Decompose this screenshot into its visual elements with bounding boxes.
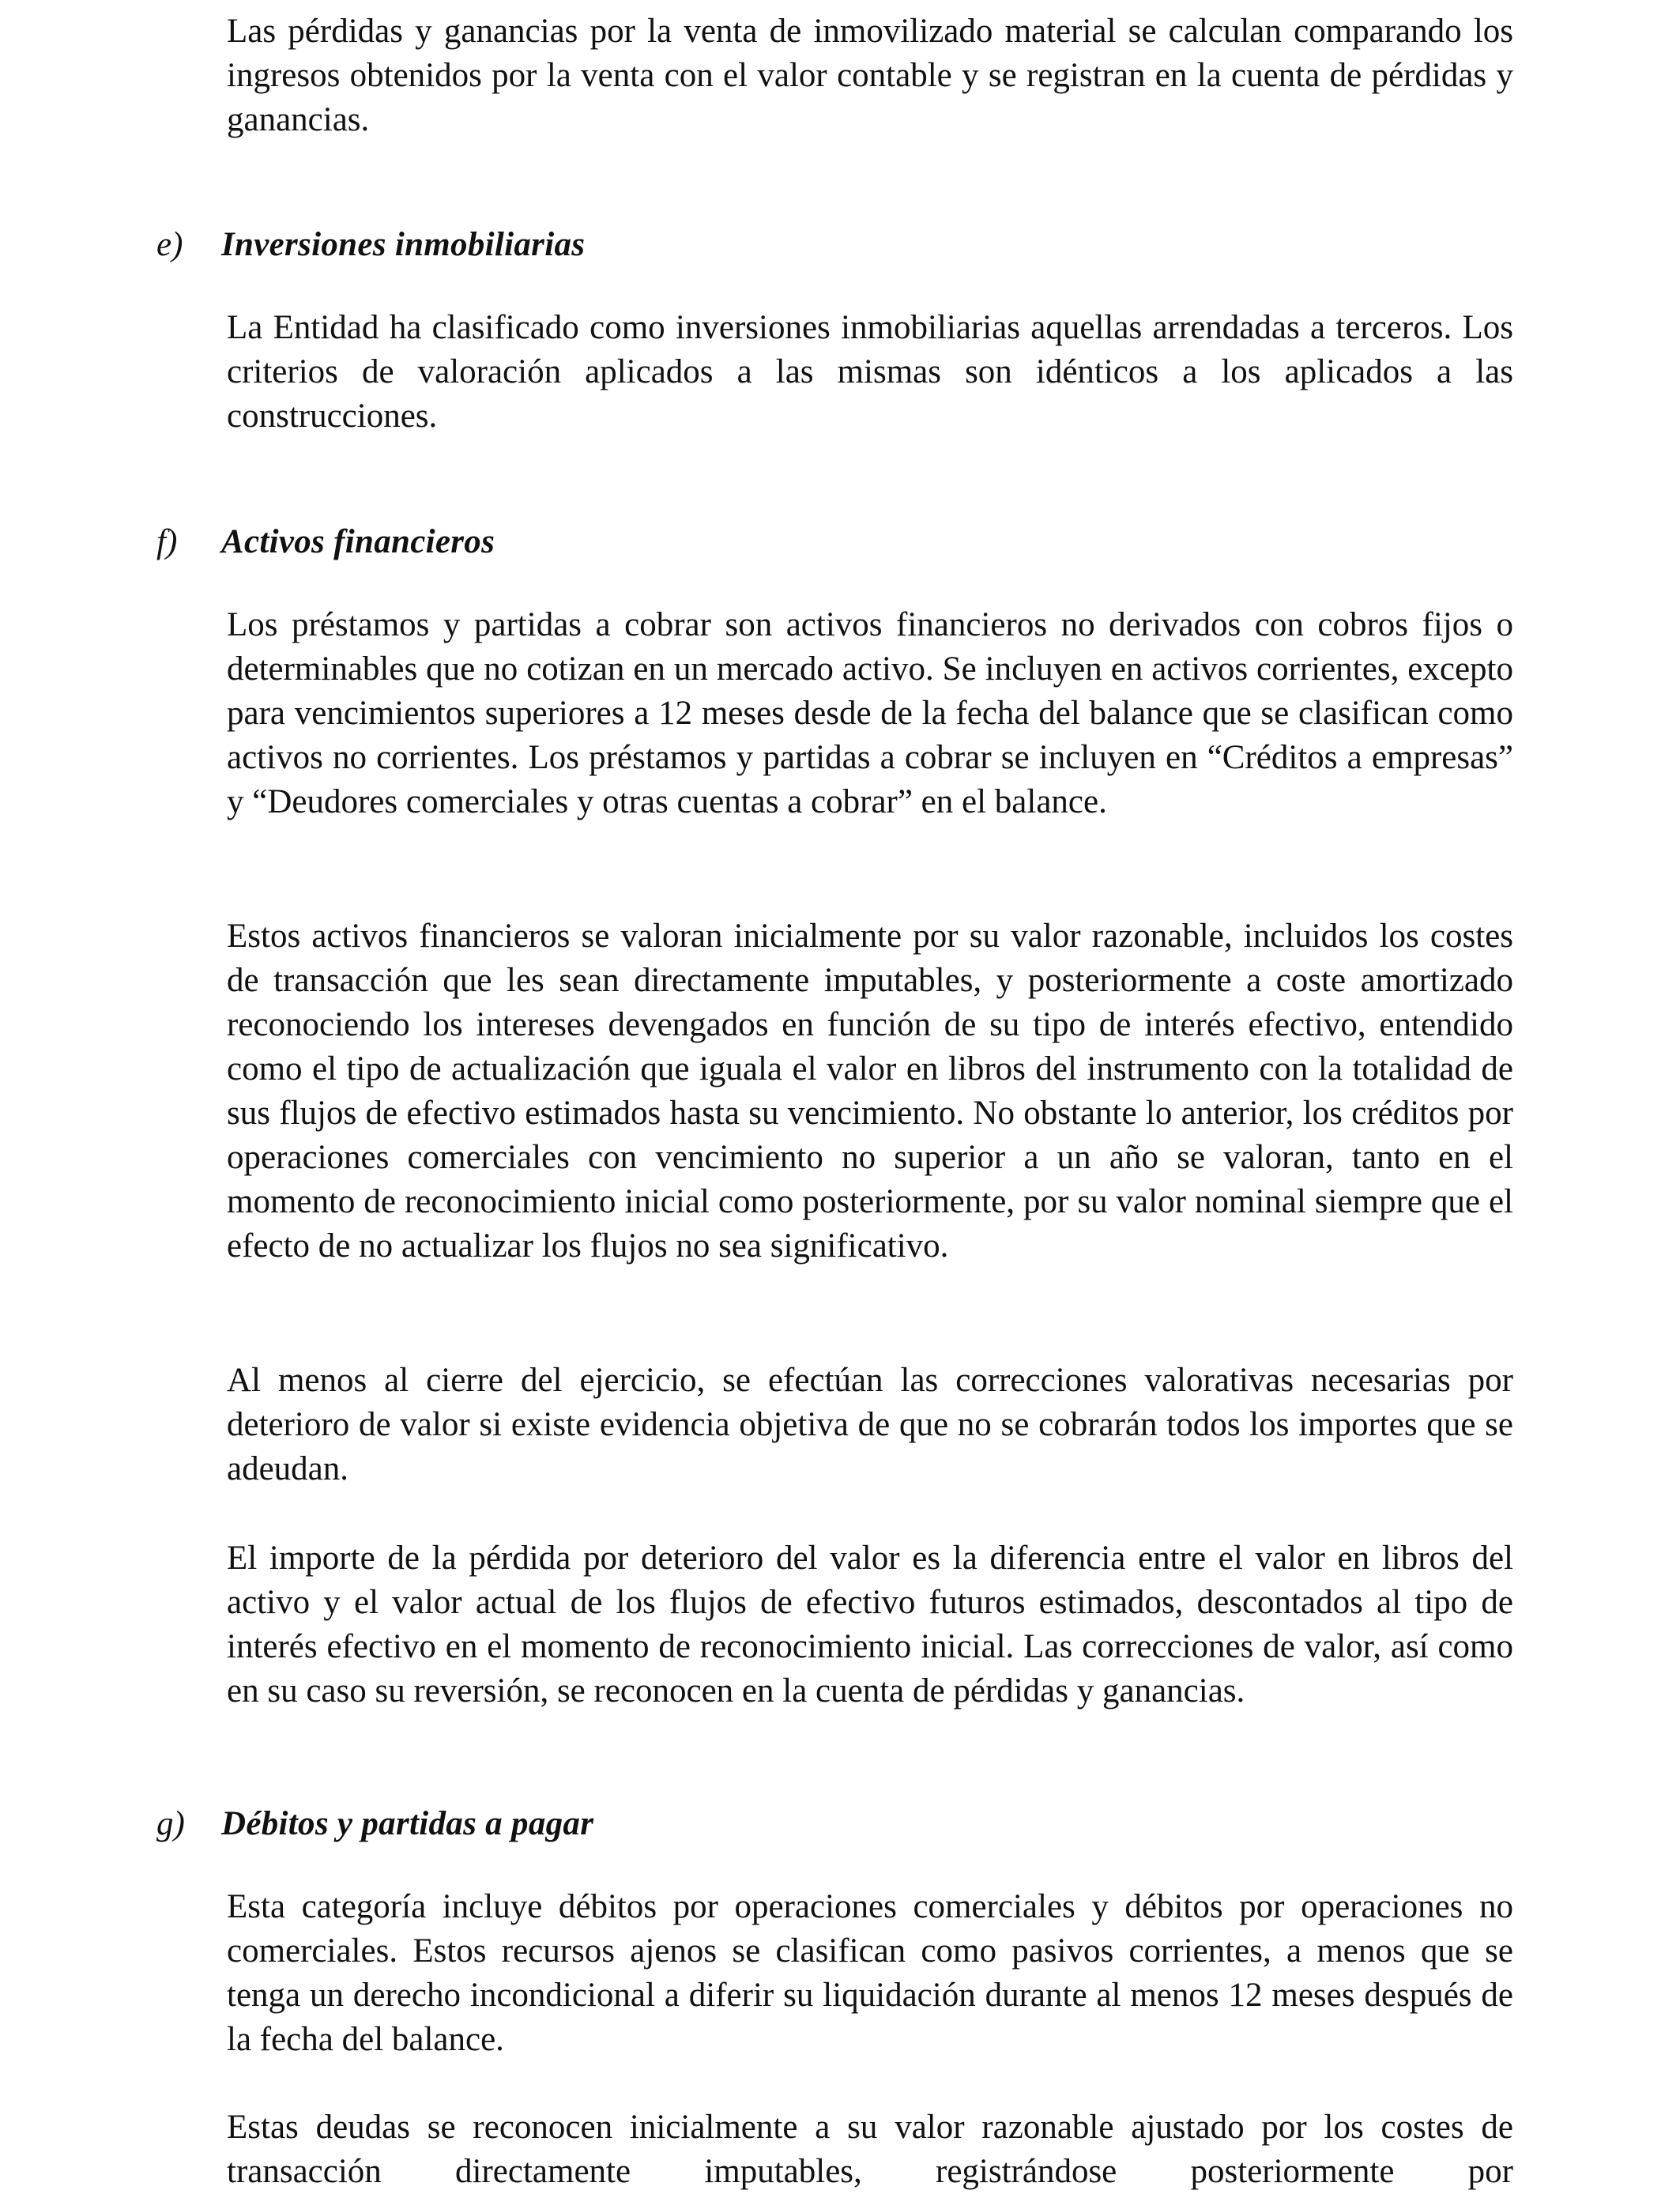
section-title: Activos financieros [221,523,495,560]
section-title: Inversiones inmobiliarias [221,226,586,263]
paragraph-correcciones-valorativas: Al menos al cierre del ejercicio, se efectúan las correcciones valorativas necesarias por deterioro de valor si existe evidencia objetiva de que no se cobrarán todos los importes que se adeudan. [227,1362,1513,1487]
section-letter: f) [156,523,178,560]
section-letter: g) [156,1805,185,1842]
paragraph-inversiones-inmobiliarias: La Entidad ha clasificado como inversiones inmobiliarias aquellas arrendadas a terceros. Los criterios de valoración aplicados a las mismas son idénticos a los aplicados a las construcciones. [227,309,1513,435]
section-heading-e [156,223,585,267]
section-letter: e) [156,226,183,263]
section-title: Débitos y partidas a pagar [221,1805,594,1842]
paragraph-inmovilizado-ventas: Las pérdidas y ganancias por la venta de inmovilizado material se calculan comparando los ingresos obtenidos por la venta con el valor contable y se registran en la cuenta de pérdidas y ganancias. [227,13,1513,138]
paragraph-prestamos-partidas: Los préstamos y partidas a cobrar son activos financieros no derivados con cobros fijos o determinables que no cotizan en un mercado activo. Se incluyen en activos corrientes, excepto para vencimientos superiores a 12 meses desde de la fecha del balance que se clasifican como activos no corrientes. Los préstamos y partidas a cobrar se incluyen en “Créditos a empresas” y “Deudores comerciales y otras cuentas a cobrar” en el balance. [227,606,1513,820]
section-heading-g [156,1802,593,1846]
paragraph-debitos-categoria: Esta categoría incluye débitos por operaciones comerciales y débitos por operaciones no comerciales. Estos recursos ajenos se clasifican como pasivos corrientes, a menos que se tenga un derecho incondicional a diferir su liquidación durante al menos 12 meses después de la fecha del balance. [227,1888,1513,2058]
paragraph-deudas-reconocimiento: Estas deudas se reconocen inicialmente a su valor razonable ajustado por los costes de transacción directamente imputables, registrándose posteriormente por [227,2109,1513,2190]
paragraph-valoracion-activos: Estos activos financieros se valoran inicialmente por su valor razonable, incluidos los costes de transacción que les sean directamente imputables, y posteriormente a coste amortizado reconociendo los intereses devengados en función de su tipo de interés efectivo, entendido como el tipo de actualización que iguala el valor en libros del instrumento con la totalidad de sus flujos de efectivo estimados hasta su vencimiento. No obstante lo anterior, los créditos por operaciones comerciales con vencimiento no superior a un año se valoran, tanto en el momento de reconocimiento inicial como posteriormente, por su valor nominal siempre que el efecto de no actualizar los flujos no sea significativo. [227,918,1513,1265]
paragraph-perdida-deterioro: El importe de la pérdida por deterioro del valor es la diferencia entre el valor en libros del activo y el valor actual de los flujos de efectivo futuros estimados, descontados al tipo de interés efectivo en el momento de reconocimiento inicial. Las correcciones de valor, así como en su caso su reversión, se reconocen en la cuenta de pérdidas y ganancias. [227,1540,1513,1710]
section-heading-f [156,520,495,564]
